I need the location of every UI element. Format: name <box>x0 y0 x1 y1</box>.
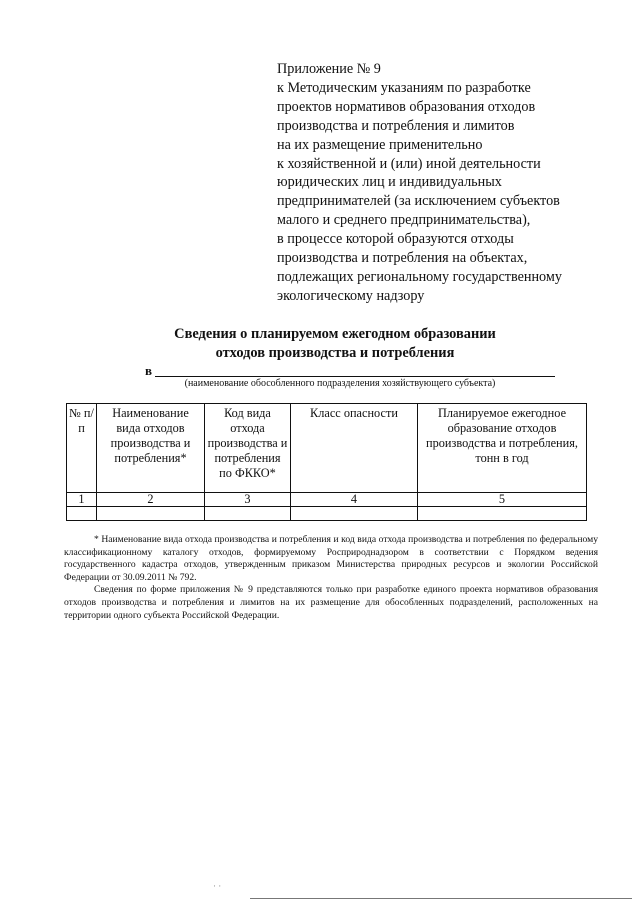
title-line-2: отходов производства и потребления <box>215 345 455 361</box>
column-number: 3 <box>205 493 291 507</box>
column-number: 2 <box>97 493 205 507</box>
column-number: 1 <box>67 493 97 507</box>
footnote: * Наименование вида отхода производства и потребления и код вида отхода производства и потребления по федеральному классификационному каталогу отходов, формируемому Росприроднадзором в соответствии с Порядком ведения государственного кадастра отходов, утвержденным приказом Министерства природных ресурсов и экологии Российской Федерации от 30.09.2011 № 792. <box>64 534 598 583</box>
subdivision-caption: (наименование обособленного подразделения хозяйствующего субъекта) <box>184 378 496 389</box>
header-planned-volume: Планируемое ежегодное образование отходов производства и потребления, тонн в год <box>418 404 587 493</box>
empty-cell[interactable] <box>97 507 205 521</box>
waste-table <box>66 403 587 521</box>
appendix-line: производства и потребления на объектах, <box>277 250 528 267</box>
appendix-line: юридических лиц и индивидуальных <box>277 174 502 191</box>
appendix-line: производства и потребления и лимитов <box>277 117 515 134</box>
empty-cell[interactable] <box>418 507 587 521</box>
appendix-line: к хозяйственной и (или) иной деятельности <box>277 155 541 172</box>
appendix-heading <box>277 60 617 306</box>
subdivision-prefix: в <box>145 363 153 378</box>
appendix-line: предпринимателей (за исключением субъектов <box>277 193 560 210</box>
empty-cell[interactable] <box>67 507 97 521</box>
scan-mark: · · <box>213 881 222 891</box>
header-hazard-class: Класс опасности <box>291 404 418 493</box>
appendix-line: к Методическим указаниям по разработке <box>277 79 531 96</box>
title-line-1: Сведения о планируемом ежегодном образовании <box>174 326 496 342</box>
empty-cell[interactable] <box>291 507 418 521</box>
appendix-line: малого и среднего предпринимательства), <box>277 212 531 229</box>
appendix-line: Приложение № 9 <box>277 61 381 77</box>
header-fkko-code: Код вида отхода производства и потребления по ФККО* <box>205 404 291 493</box>
column-number: 4 <box>291 493 418 507</box>
page-edge-line <box>250 898 632 899</box>
notes-section <box>64 534 598 622</box>
column-number-row <box>67 493 587 507</box>
table-row <box>67 507 587 521</box>
header-waste-name: Наименование вида отходов производства и потребления* <box>97 404 205 493</box>
header-number: № п/п <box>67 404 97 493</box>
column-number: 5 <box>418 493 587 507</box>
appendix-line: проектов нормативов образования отходов <box>277 98 536 115</box>
appendix-line: на их размещение применительно <box>277 136 483 153</box>
appendix-line: в процессе которой образуются отходы <box>277 231 514 248</box>
table-header-row <box>67 404 587 493</box>
appendix-line: подлежащих региональному государственному <box>277 268 562 285</box>
subdivision-fill-line <box>155 376 555 377</box>
appendix-line: экологическому надзору <box>277 287 425 304</box>
note-paragraph: Сведения по форме приложения № 9 представляются только при разработке единого проекта нормативов образования отходов производства и потребления и лимитов на их размещение для обособленных подразделений, расположенных на территории одного субъекта Российской Федерации. <box>64 584 598 621</box>
document-title <box>120 325 550 363</box>
empty-cell[interactable] <box>205 507 291 521</box>
